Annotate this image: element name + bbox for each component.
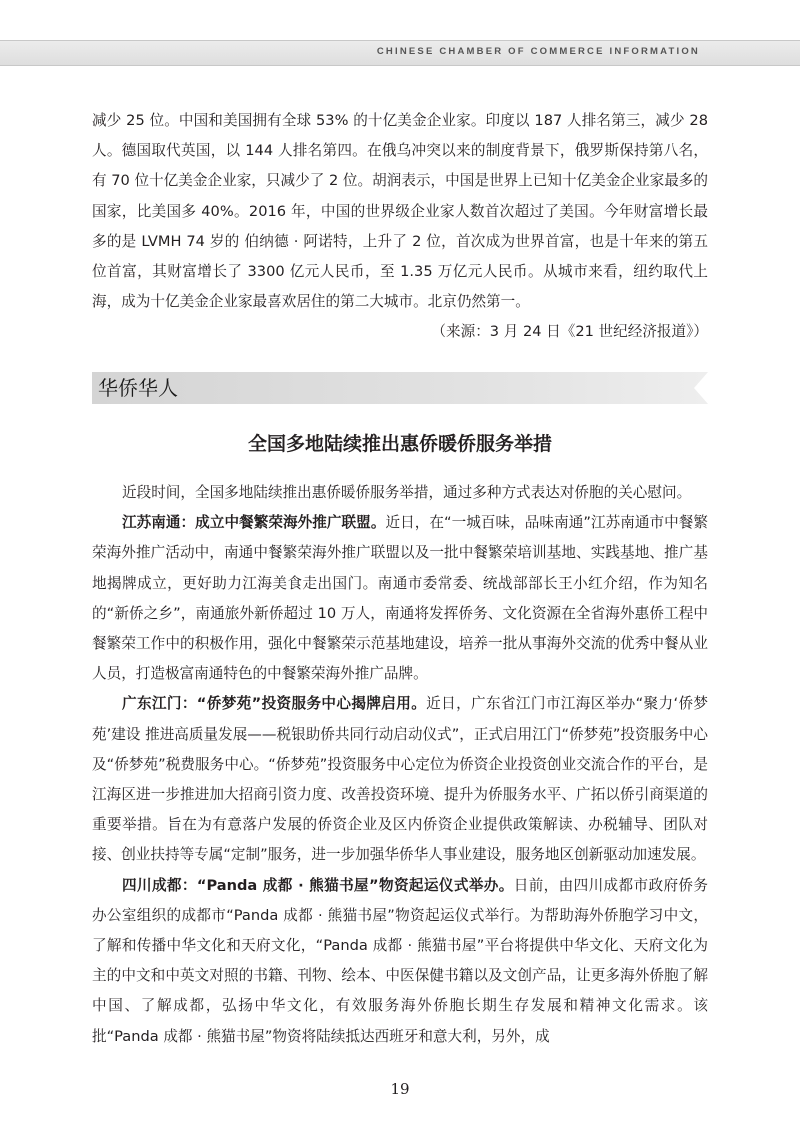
- item-body: 近日，广东省江门市江海区举办“聚力‘侨梦苑’建设 推进高质量发展——税银助侨共同行动启动仪式”，正式启用江门“侨梦苑”投资服务中心及“侨梦苑”税费服务中心。“侨梦苑”投资服务中心定位为侨资企业投资创业交流合作的平台，是江海区进一步推进加大招商引资力度、改善投资环境、提升为侨服务水平、广拓以侨引商渠道的重要举措。旨在为有意落户发展的侨资企业及区内侨资企业提供政策解读、办税辅导、团队对接、创业扶持等专属“定制”服务，进一步加强华侨华人事业建设，服务地区创新驱动加速发展。: [92, 695, 708, 864]
- item-lead: 广东江门：“侨梦苑”投资服务中心揭牌启用。: [122, 695, 427, 713]
- article-item-nantong: [92, 508, 708, 689]
- section-band: [92, 372, 708, 404]
- running-header: CHINESE CHAMBER OF COMMERCE INFORMATION: [376, 46, 700, 57]
- item-body: 近日，在“一城百味，品味南通”江苏南通市中餐繁荣海外推广活动中，南通中餐繁荣海外推广联盟以及一批中餐繁荣培训基地、实践基地、推广基地揭牌成立，更好助力江海美食走出国门。南通市委常委、统战部部长王小红介绍，作为知名的“新侨之乡”，南通旅外新侨超过 10 万人，南通将发挥侨务、文化资源在全省海外惠侨工程中餐繁荣工作中的积极作用，强化中餐繁荣示范基地建设，培养一批从事海外交流的优秀中餐从业人员，打造极富南通特色的中餐繁荣海外推广品牌。: [92, 514, 708, 683]
- item-body: 日前，由四川成都市政府侨务办公室组织的成都市“Panda 成都 · 熊猫书屋”物资起运仪式举行。为帮助海外侨胞学习中文，了解和传播中华文化和天府文化，“Panda 成都 · 熊猫书屋”平台将提供中华文化、天府文化为主的中文和中英文对照的书籍、刊物、绘本、中医保健书籍以及文创产品，让更多海外侨胞了解中国、了解成都，弘扬中华文化，有效服务海外侨胞长期生存发展和精神文化需求。该批“Panda 成都 · 熊猫书屋”物资将陆续抵达西班牙和意大利，另外，成: [92, 876, 708, 1045]
- item-lead: 江苏南通：成立中餐繁荣海外推广联盟。: [122, 514, 386, 532]
- top-paragraph: 减少 25 位。中国和美国拥有全球 53% 的十亿美金企业家。印度以 187 人排名第三，减少 28 人。德国取代英国，以 144 人排名第四。在俄乌冲突以来的制度背景下，俄罗斯保持第八名，有 70 位十亿美金企业家，只减少了 2 位。胡润表示，中国是世界上已知十亿美金企业家最多的国家，比美国多 40%。2016 年，中国的世界级企业家人数首次超过了美国。今年财富增长最多的是 LVMH 74 岁的 伯纳德 · 阿诺特，上升了 2 位，首次成为世界首富，也是十年来的第五位首富，其财富增长了 3300 亿元人民币，至 1.35 万亿元人民币。从城市来看，纽约取代上海，成为十亿美金企业家最喜欢居住的第二大城市。北京仍然第一。: [92, 112, 708, 311]
- article-item-chengdu: [92, 871, 708, 1052]
- previous-article-continuation: [92, 106, 708, 347]
- article-item-jiangmen: [92, 689, 708, 870]
- article-body: [92, 478, 708, 1052]
- article-title: 全国多地陆续推出惠侨暖侨服务举措: [247, 433, 552, 455]
- section-title: 华侨华人: [98, 376, 178, 400]
- article-intro: 近段时间，全国多地陆续推出惠侨暖侨服务举措，通过多种方式表达对侨胞的关心慰问。: [122, 484, 692, 501]
- source-citation: （来源：3 月 24 日《21 世纪经济报道》）: [431, 323, 708, 341]
- item-lead: 四川成都：“Panda 成都 · 熊猫书屋”物资起运仪式举办。: [122, 876, 514, 894]
- page-number: 19: [390, 1080, 410, 1098]
